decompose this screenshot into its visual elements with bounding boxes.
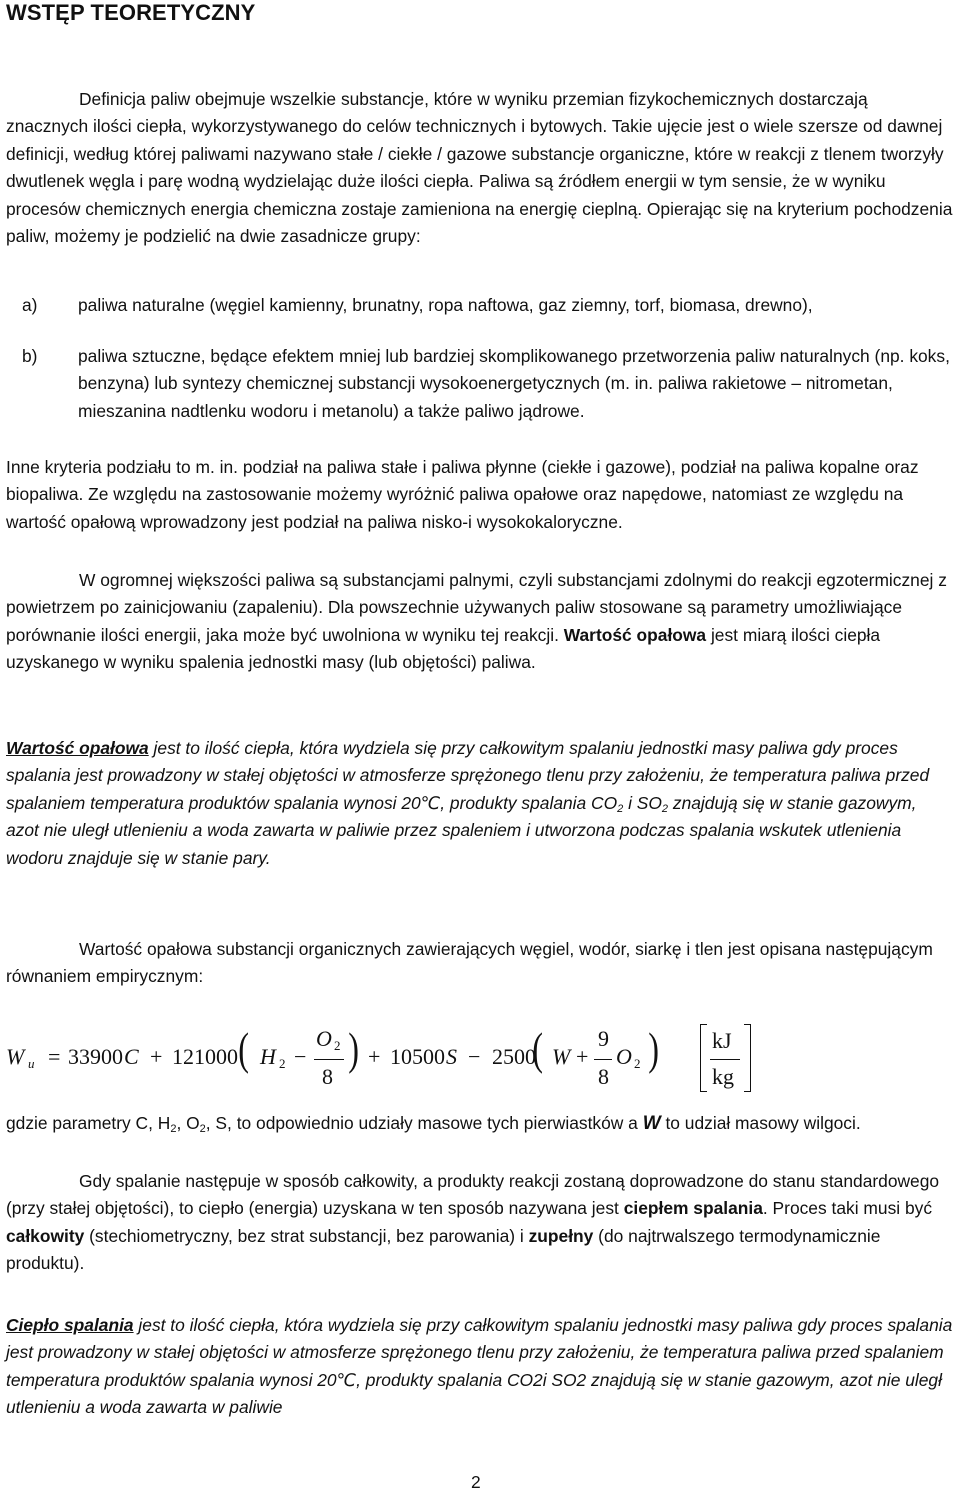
unit-bracket-right	[744, 1024, 751, 1092]
bold-term: Wartość opałowa	[563, 624, 707, 645]
classification-paragraph: Inne kryteria podziału to m. in. podział na paliwa stałe i paliwa płynne (ciekłe i gazowe), podział na paliwa kopalne oraz biopaliwa. Ze względu na zastosowanie możemy wyróżnić paliwa opałowe oraz napędowe, natomiast ze względu na wartość opałową wprowadzony jest podział na paliwa nisko-i wysokokaloryczne.	[6, 457, 919, 532]
unit-numerator: kJ	[712, 1028, 732, 1053]
list-item	[22, 343, 954, 425]
fraction-bar	[314, 1059, 344, 1060]
eq-paren: )	[348, 1023, 360, 1074]
bold-term: całkowity	[6, 1225, 85, 1246]
bold-symbol: W	[642, 1113, 661, 1134]
intro-paragraph: Definicja paliw obejmuje wszelkie substancje, które w wyniku przemian fizykochemicznych dostarczają znacznych ilości ciepła, wykorzystywanego do celów technicznych i bytowych. Takie ujęcie jest o wiele szersze od dawnej definicji, według której paliwami nazywano stałe / ciekłe / gazowe substancje organiczne, które w reakcji z tlenem tworzyły dwutlenek węgla i parę wodną wydzielając duże ilości ciepła. Paliwa są źródłem energii w tym sensie, że w wyniku procesów chemicznych energia chemiczna zostaje zamieniona na energię cieplną. Opierając się na kryterium pochodzenia paliw, możemy je podzielić na dwie zasadnicze grupy:	[6, 89, 953, 247]
eq-number: 9	[598, 1026, 609, 1051]
eq-number: 8	[598, 1064, 609, 1089]
eq-subscript: u	[28, 1056, 35, 1071]
eq-number: 8	[322, 1064, 333, 1089]
definition-term: Ciepło spalania	[6, 1315, 134, 1335]
eq-operator: −	[294, 1044, 307, 1069]
unit-denominator: kg	[712, 1064, 734, 1089]
eq-subscript: 2	[279, 1056, 286, 1071]
list-item-text: paliwa sztuczne, będące efektem mniej lub bardziej skomplikowanego przetworzenia paliw naturalnych (np. koks, benzyna) lub syntezy chemicznej substancji wysokoenergetycznych (m. in. paliwa rakietowe – nitrometan, mieszanina nadtlenku wodoru i metanolu) a także paliwo jądrowe.	[78, 346, 950, 421]
fraction-bar	[710, 1059, 740, 1060]
combustion-heat-paragraph: Gdy spalanie następuje w sposób całkowity, a produkty reakcji zostaną doprowadzone do stanu standardowego (przy stałej objętości), to ciepło (energia) uzyskana w ten sposób nazywana jest ciepłem spalania. Proces taki musi być całkowity (stechiometryczny, bez strat substancji, bez parowania) i zupełny (do najtrwalszego termodynamicznie produktu).	[6, 1171, 940, 1274]
empirical-equation	[6, 1018, 954, 1100]
equation-intro-paragraph: Wartość opałowa substancji organicznych zawierających węgiel, wodór, siarkę i tlen jest opisana następującym równaniem empirycznym:	[6, 939, 933, 987]
list-marker: b)	[22, 346, 38, 366]
fraction-bar	[594, 1059, 612, 1060]
section-heading: WSTĘP TEORETYCZNY	[6, 0, 256, 25]
eq-coefficient: 121000	[172, 1044, 238, 1069]
list-item	[22, 292, 954, 319]
eq-symbol: O	[316, 1026, 332, 1051]
eq-symbol: O	[616, 1044, 632, 1069]
definition-term: Wartość opałowa	[6, 738, 149, 758]
list-marker: a)	[22, 295, 38, 315]
eq-operator: +	[150, 1044, 163, 1069]
eq-coefficient: 2500	[492, 1044, 536, 1069]
eq-coefficient: 10500	[390, 1044, 445, 1069]
eq-coefficient: 33900	[68, 1044, 123, 1069]
bold-term: ciepłem spalania	[623, 1198, 763, 1219]
list-item-text: paliwa naturalne (węgiel kamienny, brunatny, ropa naftowa, gaz ziemny, torf, biomasa, drewno),	[78, 295, 813, 315]
bold-term: zupełny	[528, 1225, 594, 1246]
unit-bracket-left	[700, 1024, 707, 1092]
eq-paren: )	[648, 1023, 660, 1074]
heating-value-definition: Wartość opałowa jest to ilość ciepła, która wydziela się przy całkowitym spalaniu jednostki masy paliwa gdy proces spalania jest prowadzony w stałej objętości w atmosferze sprężonego tlenu przy założeniu, że temperatura paliwa przed spalaniem temperatura produktów spalania wynosi 20℃, produkty spalania $CO_2$ i $SO_2$ znajdują się w stanie gazowym, azot nie uległ utlenieniu a woda zawarta w paliwie przez spaleniem i utworzona podczas spalania wskutek utlenienia wodoru znajduje się w stanie pary.	[6, 738, 930, 868]
eq-paren: (	[532, 1023, 544, 1074]
eq-symbol: W	[6, 1044, 25, 1069]
eq-operator: =	[48, 1044, 61, 1069]
eq-symbol: C	[124, 1044, 139, 1069]
eq-operator: +	[368, 1044, 381, 1069]
parameters-paragraph: gdzie parametry C, $H_2$, $O_2$, S, to odpowiednio udziały masowe tych pierwiastków a W to udział masowy wilgoci.	[6, 1113, 861, 1135]
eq-operator: −	[468, 1044, 481, 1069]
eq-subscript: 2	[334, 1038, 341, 1053]
eq-operator: +	[576, 1044, 589, 1069]
combustion-heat-definition: Ciepło spalania jest to ilość ciepła, która wydziela się przy całkowitym spalaniu jednostki masy paliwa gdy proces spalania jest prowadzony w stałej objętości w atmosferze sprężonego tlenu przy założeniu, że temperatura paliwa przed spalaniem temperatura produktów spalania wynosi 20℃, produkty spalania CO2i SO2 znajdują się w stanie gazowym, azot nie uległ utlenieniu a woda zawarta w paliwie	[6, 1315, 953, 1418]
page-number: 2	[471, 1472, 481, 1492]
eq-symbol: W	[552, 1044, 571, 1069]
eq-subscript: 2	[634, 1056, 641, 1071]
eq-symbol: H	[260, 1044, 276, 1069]
eq-paren: (	[238, 1023, 250, 1074]
eq-symbol: S	[446, 1044, 457, 1069]
heating-value-paragraph: W ogromnej większości paliwa są substancjami palnymi, czyli substancjami zdolnymi do reakcji egzotermicznej z powietrzem po zainicjowaniu (zapaleniu). Dla powszechnie używanych paliw stosowane są parametry umożliwiające porównanie ilości energii, jaka może być uwolniona w wyniku tej reakcji. Wartość opałowa jest miarą ilości ciepła uzyskanego w wyniku spalenia jednostki masy (lub objętości) paliwa.	[6, 570, 947, 673]
